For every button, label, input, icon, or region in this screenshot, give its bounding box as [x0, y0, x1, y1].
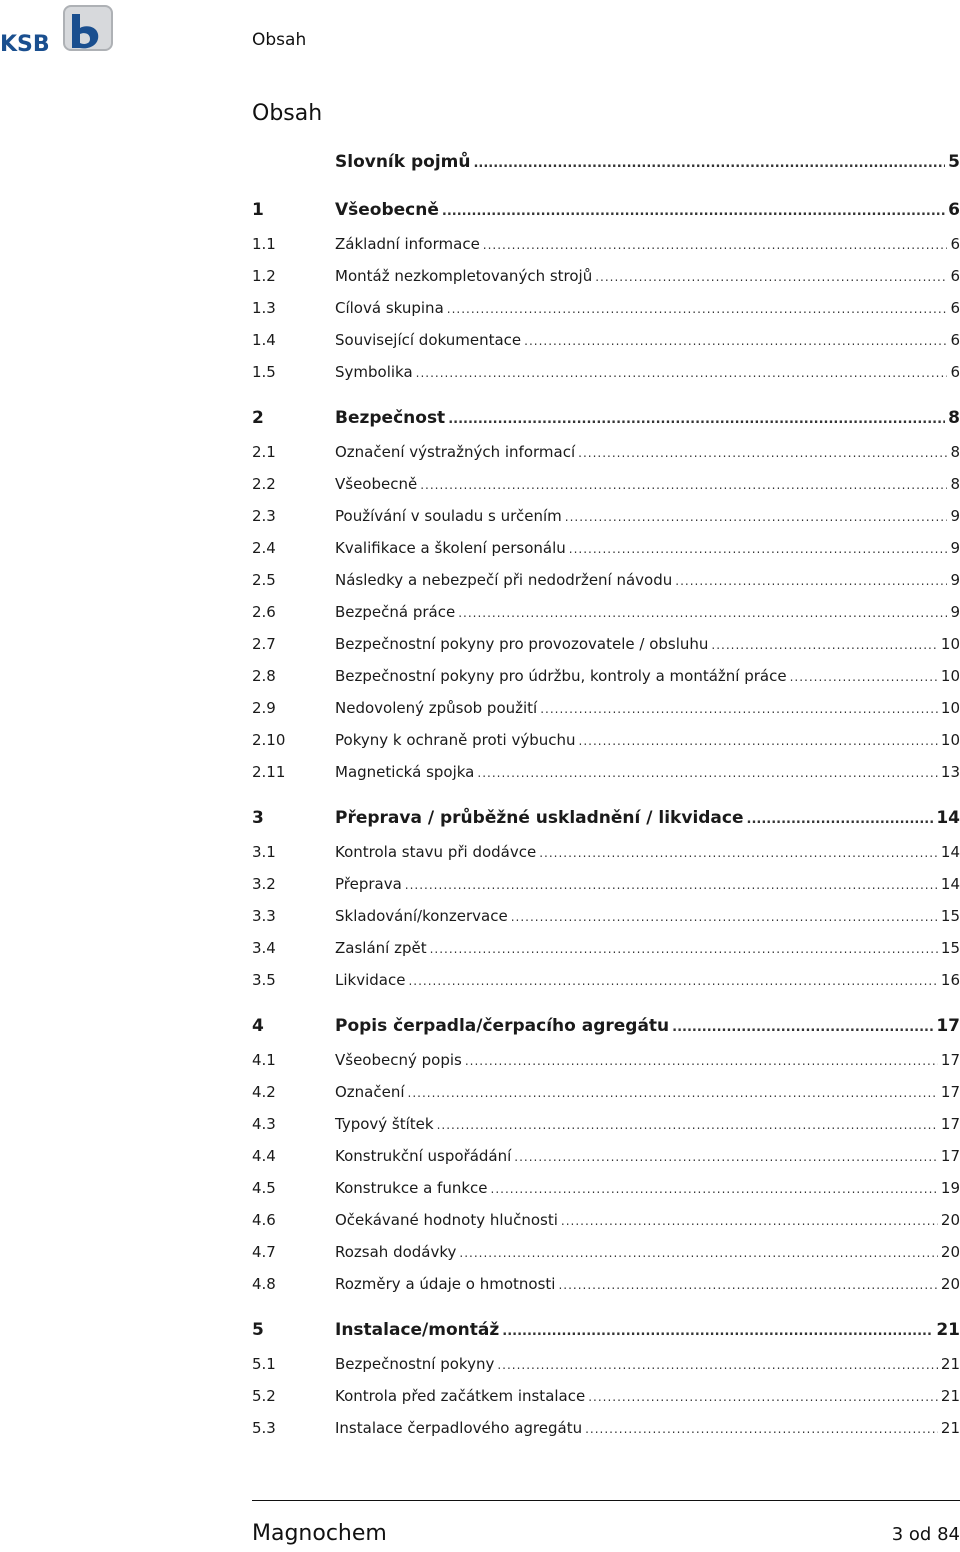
toc-dot-leader — [561, 1214, 938, 1228]
toc-entry-page: 20 — [940, 1211, 960, 1229]
toc-entry-title: Instalace/montáž — [335, 1320, 500, 1340]
toc-entry[interactable] — [252, 1016, 960, 1051]
toc-entry[interactable] — [252, 875, 960, 907]
toc-entry-number: 3.4 — [252, 939, 276, 957]
toc-entry-page: 6 — [950, 299, 960, 317]
toc-entry-page: 15 — [940, 907, 960, 925]
toc-entry-title: Všeobecně — [335, 475, 418, 493]
toc-entry-number: 4.2 — [252, 1083, 276, 1101]
toc-entry-title: Kvalifikace a školení personálu — [335, 539, 566, 557]
toc-entry-page: 9 — [950, 539, 960, 557]
toc-entry-number: 2.3 — [252, 507, 276, 525]
toc-entry-page: 20 — [940, 1243, 960, 1261]
toc-entry-title: Bezpečnostní pokyny pro provozovatele / obsluhu — [335, 635, 709, 653]
toc-entry-title: Přeprava / průběžné uskladnění / likvidace — [335, 808, 744, 828]
ksb-logo — [0, 4, 116, 54]
toc-entry-page: 14 — [936, 808, 960, 828]
footer-divider — [252, 1500, 960, 1501]
toc-entry[interactable] — [252, 299, 960, 331]
toc-entry-title: Cílová skupina — [335, 299, 444, 317]
toc-entry-title: Bezpečnostní pokyny — [335, 1355, 495, 1373]
toc-entry[interactable] — [252, 731, 960, 763]
toc-dot-leader — [558, 1278, 937, 1292]
toc-entry-page: 6 — [950, 235, 960, 253]
toc-entry-page: 10 — [940, 731, 960, 749]
toc-entry-title: Nedovolený způsob použití — [335, 699, 538, 717]
toc-entry-title: Základní informace — [335, 235, 480, 253]
toc-entry-number: 1.3 — [252, 299, 276, 317]
toc-entry-title: Rozměry a údaje o hmotnosti — [335, 1275, 556, 1293]
toc-entry-title: Přeprava — [335, 875, 402, 893]
toc-entry[interactable] — [252, 603, 960, 635]
toc-entry-page: 21 — [940, 1387, 960, 1405]
toc-entry-number: 4.5 — [252, 1179, 276, 1197]
toc-dot-leader — [448, 412, 945, 427]
toc-dot-leader — [447, 302, 948, 316]
toc-entry-title: Zaslání zpět — [335, 939, 427, 957]
toc-dot-leader — [437, 1118, 938, 1132]
toc-entry-title: Konstrukce a funkce — [335, 1179, 488, 1197]
toc-entry-number: 3.3 — [252, 907, 276, 925]
toc-entry-title: Označení — [335, 1083, 405, 1101]
toc-entry-page: 17 — [940, 1051, 960, 1069]
toc-entry[interactable] — [252, 475, 960, 507]
toc-entry[interactable] — [252, 1355, 960, 1387]
toc-entry[interactable] — [252, 507, 960, 539]
toc-entry-number: 5.1 — [252, 1355, 276, 1373]
toc-entry-number: 4.3 — [252, 1115, 276, 1133]
toc-entry-page: 8 — [950, 475, 960, 493]
toc-entry-number: 5.3 — [252, 1419, 276, 1437]
toc-dot-leader — [524, 334, 947, 348]
toc-entry[interactable] — [252, 235, 960, 267]
toc-entry-number: 4.4 — [252, 1147, 276, 1165]
toc-entry[interactable] — [252, 1387, 960, 1419]
toc-entry-title: Všeobecně — [335, 200, 439, 220]
toc-entry-number: 2.11 — [252, 763, 286, 781]
toc-entry[interactable] — [252, 363, 960, 395]
toc-entry-title: Následky a nebezpečí při nedodržení návodu — [335, 571, 673, 589]
table-of-contents — [252, 152, 960, 1451]
toc-entry-page: 9 — [950, 603, 960, 621]
toc-dot-leader — [595, 270, 947, 284]
toc-dot-leader — [565, 510, 948, 524]
toc-entry-title: Bezpečnost — [335, 408, 446, 428]
toc-dot-leader — [497, 1358, 938, 1372]
toc-dot-leader — [408, 974, 937, 988]
toc-entry-page: 17 — [940, 1147, 960, 1165]
toc-entry[interactable] — [252, 939, 960, 971]
toc-entry-number: 4 — [252, 1016, 264, 1036]
toc-entry[interactable] — [252, 152, 960, 187]
toc-dot-leader — [672, 1020, 933, 1035]
toc-entry-title: Likvidace — [335, 971, 406, 989]
toc-dot-leader — [477, 766, 938, 780]
toc-dot-leader — [588, 1390, 938, 1404]
toc-dot-leader — [405, 878, 938, 892]
toc-dot-leader — [747, 812, 934, 827]
toc-entry-page: 21 — [936, 1320, 960, 1340]
toc-entry-number: 5.2 — [252, 1387, 276, 1405]
toc-entry-number: 5 — [252, 1320, 264, 1340]
toc-entry-number: 1.5 — [252, 363, 276, 381]
toc-dot-leader — [502, 1324, 933, 1339]
toc-entry-page: 17 — [936, 1016, 960, 1036]
toc-dot-leader — [459, 1246, 938, 1260]
toc-entry[interactable] — [252, 1179, 960, 1211]
toc-entry[interactable] — [252, 1243, 960, 1275]
toc-entry-number: 2.9 — [252, 699, 276, 717]
toc-entry-number: 2.2 — [252, 475, 276, 493]
toc-entry-title: Označení výstražných informací — [335, 443, 576, 461]
toc-entry-title: Bezpečná práce — [335, 603, 456, 621]
footer-brand: Magnochem — [252, 1521, 387, 1546]
toc-entry-page: 8 — [950, 443, 960, 461]
toc-entry-page: 17 — [940, 1115, 960, 1133]
toc-entry-title: Popis čerpadla/čerpacího agregátu — [335, 1016, 670, 1036]
toc-entry[interactable] — [252, 1083, 960, 1115]
toc-dot-leader — [711, 638, 938, 652]
toc-entry[interactable] — [252, 1275, 960, 1307]
toc-entry-title: Kontrola před začátkem instalace — [335, 1387, 586, 1405]
toc-entry[interactable] — [252, 907, 960, 939]
toc-entry[interactable] — [252, 971, 960, 1003]
toc-entry-title: Skladování/konzervace — [335, 907, 508, 925]
toc-entry-number: 3.2 — [252, 875, 276, 893]
toc-entry-number: 2 — [252, 408, 264, 428]
toc-entry-page: 10 — [940, 699, 960, 717]
toc-entry-number: 3.5 — [252, 971, 276, 989]
toc-dot-leader — [430, 942, 938, 956]
toc-entry-number: 1.1 — [252, 235, 276, 253]
toc-dot-leader — [790, 670, 938, 684]
toc-entry[interactable] — [252, 267, 960, 299]
toc-entry-page: 21 — [940, 1355, 960, 1373]
toc-entry-number: 2.5 — [252, 571, 276, 589]
toc-entry-page: 15 — [940, 939, 960, 957]
toc-entry-title: Očekávané hodnoty hlučnosti — [335, 1211, 558, 1229]
toc-entry-title: Typový štítek — [335, 1115, 434, 1133]
toc-entry-page: 5 — [948, 152, 960, 172]
toc-entry-number: 4.8 — [252, 1275, 276, 1293]
toc-entry-title: Kontrola stavu při dodávce — [335, 843, 537, 861]
toc-entry-page: 13 — [940, 763, 960, 781]
toc-entry-title: Bezpečnostní pokyny pro údržbu, kontroly a montážní práce — [335, 667, 787, 685]
toc-entry-title: Magnetická spojka — [335, 763, 475, 781]
toc-entry-page: 16 — [940, 971, 960, 989]
toc-entry-number: 4.7 — [252, 1243, 276, 1261]
toc-entry-title: Rozsah dodávky — [335, 1243, 457, 1261]
toc-entry-title: Související dokumentace — [335, 331, 522, 349]
toc-entry[interactable] — [252, 1320, 960, 1355]
toc-entry-page: 6 — [950, 363, 960, 381]
toc-entry-number: 2.1 — [252, 443, 276, 461]
toc-entry-page: 8 — [948, 408, 960, 428]
toc-entry[interactable] — [252, 571, 960, 603]
toc-entry-title: Slovník pojmů — [335, 152, 471, 172]
toc-dot-leader — [511, 910, 938, 924]
toc-entry-title: Používání v souladu s určením — [335, 507, 562, 525]
toc-entry[interactable] — [252, 1211, 960, 1243]
toc-entry[interactable] — [252, 699, 960, 731]
toc-entry[interactable] — [252, 1115, 960, 1147]
toc-entry-title: Konstrukční uspořádání — [335, 1147, 512, 1165]
toc-entry-page: 19 — [940, 1179, 960, 1197]
toc-entry-title: Pokyny k ochraně proti výbuchu — [335, 731, 576, 749]
toc-entry-number: 2.4 — [252, 539, 276, 557]
header-title: Obsah — [252, 30, 307, 50]
toc-dot-leader — [416, 366, 948, 380]
toc-dot-leader — [458, 606, 947, 620]
toc-dot-leader — [569, 542, 948, 556]
toc-dot-leader — [579, 734, 938, 748]
toc-dot-leader — [473, 156, 945, 171]
toc-dot-leader — [578, 446, 947, 460]
toc-entry-number: 1.4 — [252, 331, 276, 349]
toc-entry[interactable] — [252, 1051, 960, 1083]
toc-entry-page: 14 — [940, 843, 960, 861]
toc-entry[interactable] — [252, 808, 960, 843]
toc-entry[interactable] — [252, 635, 960, 667]
toc-dot-leader — [483, 238, 948, 252]
toc-entry[interactable] — [252, 843, 960, 875]
toc-dot-leader — [675, 574, 947, 588]
toc-entry-page: 10 — [940, 635, 960, 653]
toc-entry[interactable] — [252, 408, 960, 443]
toc-entry-page: 9 — [950, 571, 960, 589]
toc-entry-number: 3.1 — [252, 843, 276, 861]
toc-entry-number: 2.10 — [252, 731, 286, 749]
toc-dot-leader — [585, 1422, 938, 1436]
footer-page-number: 3 od 84 — [891, 1524, 960, 1545]
toc-entry-number: 4.1 — [252, 1051, 276, 1069]
toc-entry[interactable] — [252, 667, 960, 699]
toc-entry[interactable] — [252, 331, 960, 363]
toc-entry[interactable] — [252, 763, 960, 795]
toc-entry-title: Symbolika — [335, 363, 413, 381]
toc-entry-number: 1 — [252, 200, 264, 220]
toc-entry-page: 6 — [950, 267, 960, 285]
toc-dot-leader — [442, 204, 945, 219]
toc-entry[interactable] — [252, 200, 960, 235]
toc-entry-number: 3 — [252, 808, 264, 828]
toc-entry-page: 6 — [948, 200, 960, 220]
toc-entry-page: 21 — [940, 1419, 960, 1437]
toc-entry-number: 2.8 — [252, 667, 276, 685]
toc-entry-page: 20 — [940, 1275, 960, 1293]
toc-entry-page: 10 — [940, 667, 960, 685]
toc-dot-leader — [465, 1054, 938, 1068]
toc-entry[interactable] — [252, 539, 960, 571]
toc-entry-page: 9 — [950, 507, 960, 525]
toc-entry[interactable] — [252, 1419, 960, 1451]
toc-entry-number: 2.7 — [252, 635, 276, 653]
toc-entry-title: Instalace čerpadlového agregátu — [335, 1419, 583, 1437]
toc-dot-leader — [491, 1182, 938, 1196]
toc-entry-page: 17 — [940, 1083, 960, 1101]
page-title: Obsah — [252, 101, 323, 126]
toc-entry-title: Všeobecný popis — [335, 1051, 462, 1069]
toc-dot-leader — [514, 1150, 938, 1164]
toc-dot-leader — [420, 478, 947, 492]
toc-entry[interactable] — [252, 443, 960, 475]
toc-entry-number: 2.6 — [252, 603, 276, 621]
toc-entry-number: 1.2 — [252, 267, 276, 285]
toc-entry-page: 6 — [950, 331, 960, 349]
logo-text: KSB — [0, 32, 50, 54]
toc-entry[interactable] — [252, 1147, 960, 1179]
toc-entry-number: 4.6 — [252, 1211, 276, 1229]
toc-entry-title: Montáž nezkompletovaných strojů — [335, 267, 593, 285]
toc-entry-page: 14 — [940, 875, 960, 893]
toc-dot-leader — [539, 846, 938, 860]
toc-dot-leader — [540, 702, 938, 716]
toc-dot-leader — [408, 1086, 938, 1100]
